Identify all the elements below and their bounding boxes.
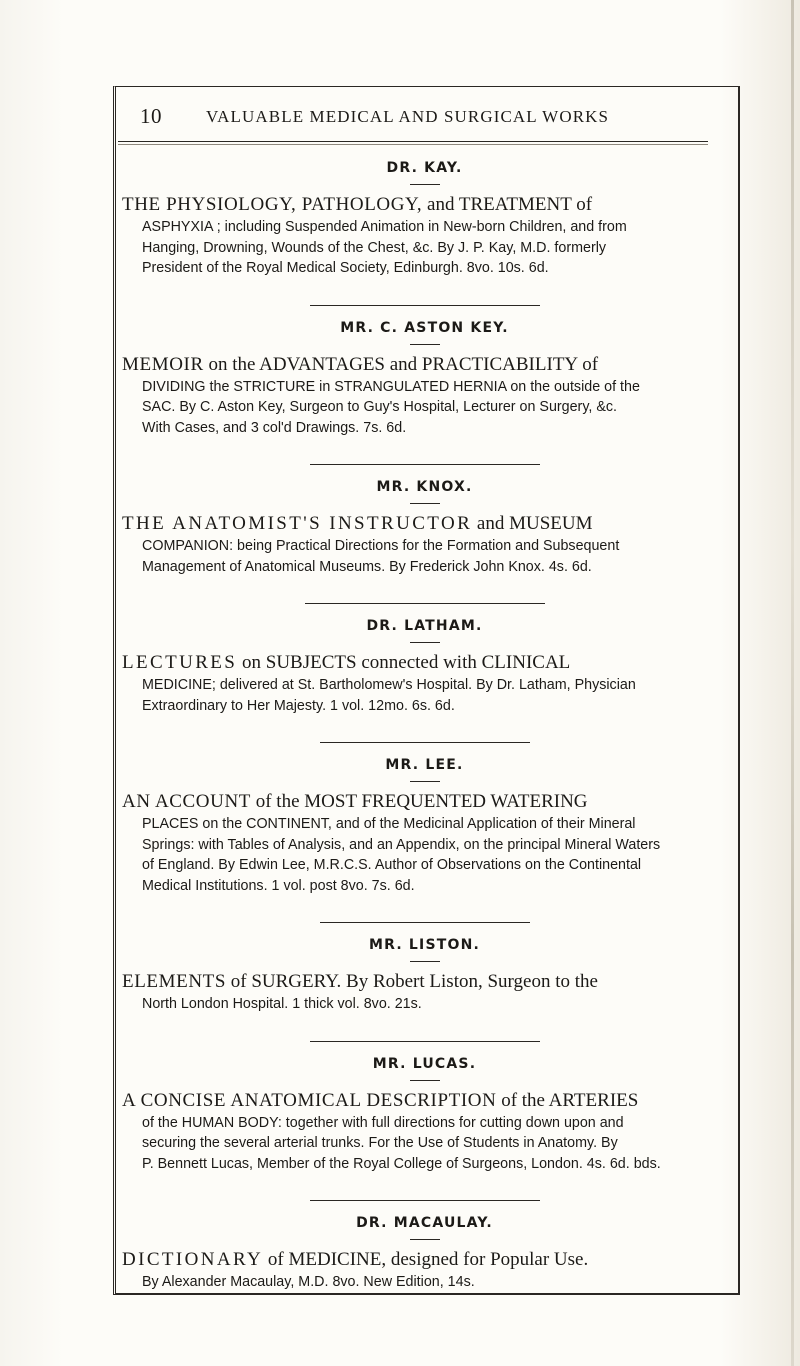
short-rule (410, 503, 440, 504)
section-divider (310, 464, 540, 465)
author-heading: DR. KAY. (386, 160, 463, 176)
book-description (132, 994, 717, 1015)
title-lead: THE PHYSIOLOGY, PATHOLOGY, (122, 194, 423, 215)
short-rule (410, 961, 440, 962)
author-heading: MR. C. ASTON KEY. (340, 319, 509, 336)
short-rule (410, 1080, 440, 1081)
title-lead: MEMOIR (122, 353, 204, 375)
desc-line: DIVIDING the STRICTURE in STRANGULATED HERNIA on the outside of the (142, 378, 640, 395)
desc-line: SAC. By C. Aston Key, Surgeon to Guy's Hospital, Lecturer on Surgery, &c. (142, 399, 618, 415)
short-rule (410, 344, 440, 345)
book-description (132, 675, 717, 716)
title-rest: of MEDICINE, designed for Popular Use. (263, 1249, 589, 1270)
book-title (122, 353, 717, 377)
book-title (122, 1248, 717, 1272)
desc-line: North London Hospital. 1 thick vol. 8vo. 21s. (142, 996, 422, 1012)
entry-macaulay (122, 1215, 717, 1293)
short-rule (410, 184, 440, 185)
entry-lee (122, 757, 717, 896)
section-divider (310, 305, 540, 306)
header-rule-thin (118, 144, 708, 145)
short-rule (410, 642, 440, 643)
desc-line: President of the Royal Medical Society, Edinburgh. 8vo. 10s. 6d. (142, 260, 549, 276)
entry-lucas (122, 1055, 717, 1175)
title-rest: on SUBJECTS connected with CLINICAL (237, 652, 571, 673)
book-title (122, 193, 717, 217)
desc-line: MEDICINE; delivered at St. Bartholomew's Hospital. By Dr. Latham, Physician (142, 677, 636, 693)
title-lead: THE ANATOMIST'S INSTRUCTOR (122, 513, 473, 534)
desc-line: P. Bennett Lucas, Member of the Royal College of Surgeons, London. 4s. 6d. bds. (142, 1155, 661, 1172)
book-title (122, 651, 717, 675)
catalogue-entries (122, 160, 717, 1293)
desc-line: COMPANION: being Practical Directions for the Formation and Subsequent (142, 538, 620, 554)
desc-line: Springs: with Tables of Analysis, and an Appendix, on the principal Mineral Waters (142, 836, 661, 853)
title-rest: of SURGERY. By Robert Liston, Surgeon to the (226, 971, 598, 992)
title-rest: of the MOST FREQUENTED WATERING (250, 791, 588, 812)
short-rule (410, 1239, 440, 1240)
entry-latham (122, 618, 717, 716)
desc-line: Extraordinary to Her Majesty. 1 vol. 12mo. 6s. 6d. (142, 697, 455, 714)
title-rest: on the ADVANTAGES and PRACTICABILITY of (203, 353, 599, 375)
desc-line: With Cases, and 3 col'd Drawings. 7s. 6d. (142, 419, 407, 436)
page-edge-shadow (791, 0, 794, 1366)
section-divider (320, 742, 530, 743)
entry-liston (122, 937, 717, 1015)
header-rule (118, 141, 708, 142)
section-divider (310, 1200, 540, 1201)
title-lead: AN ACCOUNT (122, 791, 251, 812)
desc-line: By Alexander Macaulay, M.D. 8vo. New Edition, 14s. (142, 1274, 475, 1290)
author-heading: MR. LEE. (385, 757, 464, 773)
section-divider (305, 603, 545, 604)
book-description (132, 1113, 717, 1175)
desc-line: PLACES on the CONTINENT, and of the Medicinal Application of their Mineral (142, 816, 636, 832)
book-description (132, 536, 717, 577)
book-description (132, 217, 717, 279)
running-head: VALUABLE MEDICAL AND SURGICAL WORKS (206, 107, 610, 126)
desc-line: Management of Anatomical Museums. By Frederick John Knox. 4s. 6d. (142, 558, 592, 575)
desc-line: of England. By Edwin Lee, M.R.C.S. Author of Observations on the Continental (142, 857, 642, 873)
entry-kay (122, 160, 717, 279)
title-lead: LECTURES (122, 652, 238, 673)
book-title (122, 512, 717, 536)
title-rest: and TREATMENT of (422, 194, 593, 215)
desc-line: of the HUMAN BODY: together with full directions for cutting down upon and (142, 1114, 624, 1131)
title-lead: DICTIONARY (122, 1249, 264, 1270)
title-rest: of the ARTERIES (496, 1089, 639, 1111)
book-description (132, 814, 717, 896)
section-divider (320, 922, 530, 923)
author-heading: DR. MACAULAY. (356, 1215, 493, 1231)
page-header (118, 100, 730, 140)
entry-knox (122, 479, 717, 577)
desc-line: Hanging, Drowning, Wounds of the Chest, &c. By J. P. Kay, M.D. formerly (142, 239, 607, 256)
book-title (122, 1089, 717, 1113)
title-lead: ELEMENTS (122, 971, 227, 992)
section-divider (310, 1041, 540, 1042)
desc-line: Medical Institutions. 1 vol. post 8vo. 7s. 6d. (142, 877, 415, 894)
page-number: 10 (140, 104, 162, 128)
title-lead: A CONCISE ANATOMICAL DESCRIPTION (122, 1089, 497, 1111)
book-title (122, 790, 717, 814)
entry-aston-key (122, 319, 717, 439)
author-heading: MR. LUCAS. (372, 1055, 477, 1072)
author-heading: DR. LATHAM. (366, 618, 483, 634)
book-description (132, 1272, 717, 1293)
short-rule (410, 781, 440, 782)
book-title (122, 970, 717, 994)
desc-line: securing the several arterial trunks. For the Use of Students in Anatomy. By (142, 1135, 618, 1151)
author-heading: MR. KNOX. (376, 479, 473, 495)
author-heading: MR. LISTON. (368, 937, 481, 953)
desc-line: ASPHYXIA ; including Suspended Animation in New-born Children, and from (142, 219, 627, 235)
book-description (132, 377, 717, 439)
title-rest: and MUSEUM (472, 513, 593, 534)
